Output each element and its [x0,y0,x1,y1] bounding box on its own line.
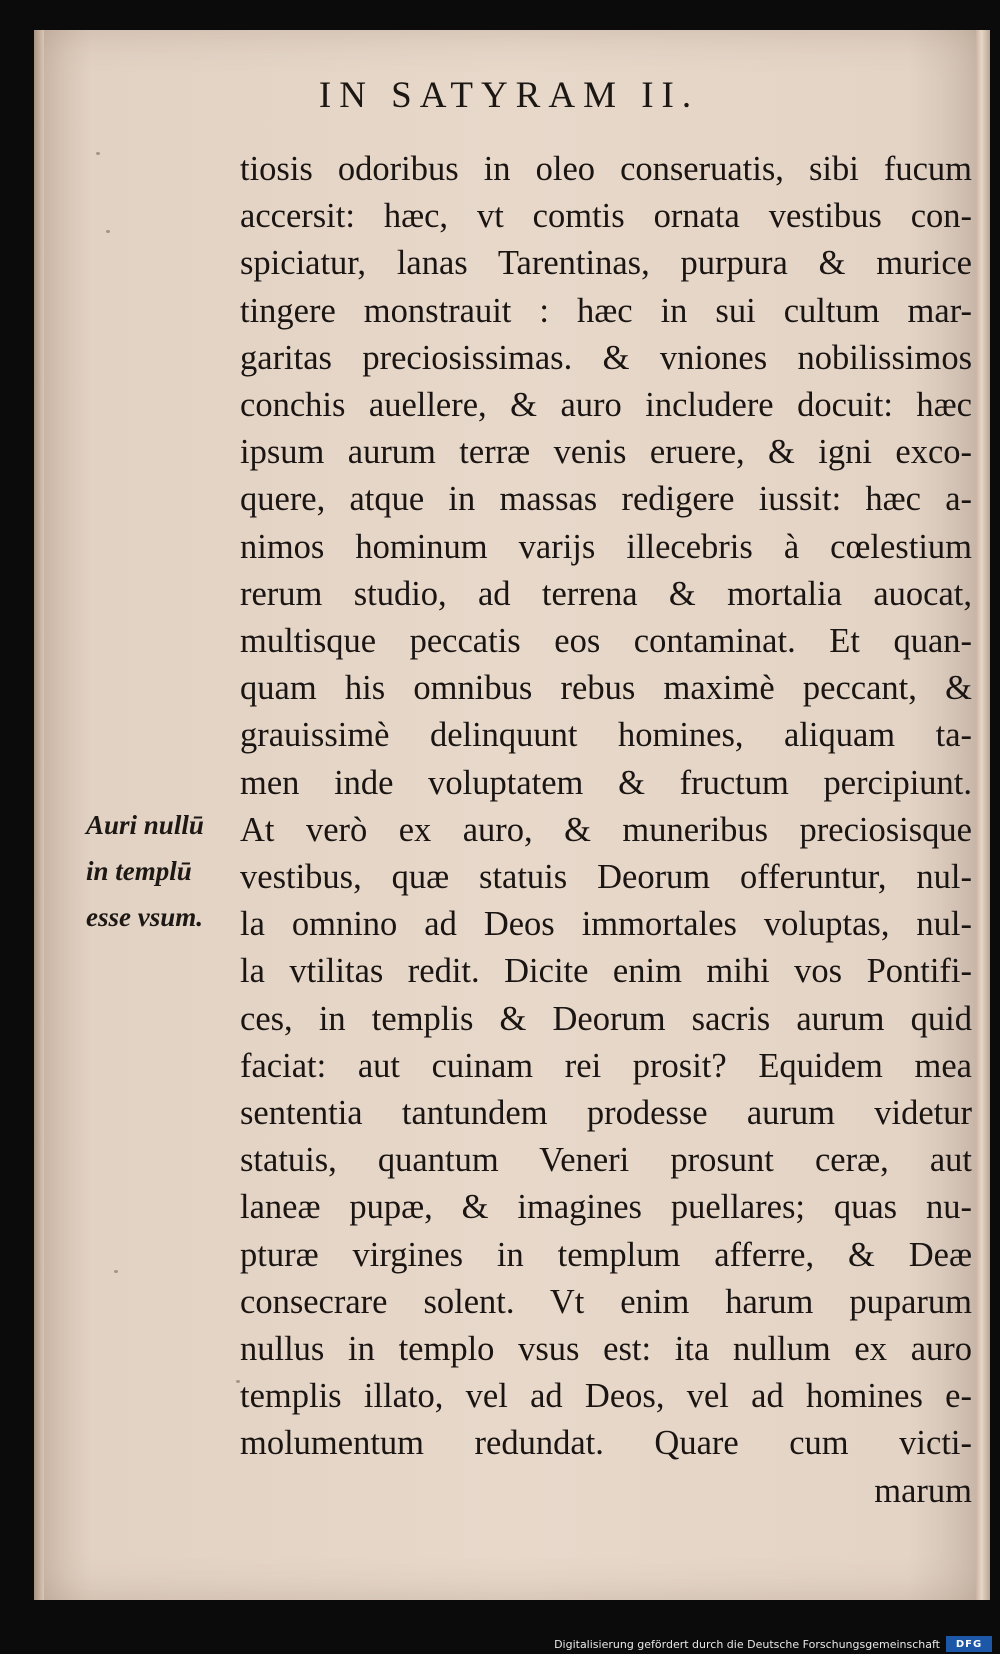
text-line: laneæ pupæ, & imagines puellares; quas nu- [240,1188,972,1227]
margin-note-line: esse vsum. [86,902,203,932]
text-line: grauissimè delinquunt homines, aliquam ta- [240,716,972,755]
text-line: rerum studio, ad terrena & mortalia auocat, [240,574,972,613]
text-line: garitas preciosissimas. & vniones nobilissimos [240,338,972,377]
text-line: accersit: hæc, vt comtis ornata vestibus con- [240,197,972,236]
text-line: men inde voluptatem & fructum percipiunt. [240,763,972,802]
text-line: nimos hominum varijs illecebris à cœlestium [240,527,972,566]
text-line: statuis, quantum Veneri prosunt ceræ, aut [240,1141,972,1180]
paper-speck [114,1270,118,1273]
body-text [240,146,972,1515]
paper-speck [106,230,110,233]
text-line: la omnino ad Deos immortales voluptas, nul- [240,905,972,944]
text-line: consecrare solent. Vt enim harum puparum [240,1282,972,1321]
text-line: At verò ex auro, & muneribus preciosisque [240,810,972,849]
paper-speck [96,152,100,155]
text-line: vestibus, quæ statuis Deorum offeruntur, nul- [240,858,972,897]
text-line: ces, in templis & Deorum sacris aurum quid [240,999,972,1038]
text-line: pturæ virgines in templum afferre, & Deæ [240,1235,972,1274]
text-line: conchis auellere, & auro includere docuit: hæc [240,386,972,425]
text-line: spiciatur, lanas Tarentinas, purpura & murice [240,244,972,283]
margin-note-line: in templū [86,856,192,886]
dfg-logo-icon: DFG [946,1636,992,1652]
text-line: sententia tantundem prodesse aurum videtur [240,1094,972,1133]
text-line: tiosis odoribus in oleo conseruatis, sibi fucum [240,150,972,188]
text-line: tingere monstrauit : hæc in sui cultum mar- [240,291,972,330]
margin-note [86,802,266,940]
text-line: quere, atque in massas redigere iussit: hæc a- [240,480,972,519]
text-line: ipsum aurum terræ venis eruere, & igni exco- [240,433,972,472]
paper-speck [236,1380,240,1383]
page-gutter [34,30,44,1600]
text-line: templis illato, vel ad Deos, vel ad homines e- [240,1377,972,1416]
text-line: quam his omnibus rebus maximè peccant, & [240,669,972,708]
running-head: IN SATYRAM II. [318,75,700,116]
text-line: faciat: aut cuinam rei prosit? Equidem mea [240,1046,972,1085]
text-line: molumentum redundat. Quare cum victi- [240,1424,972,1463]
margin-note-line: Auri nullū [86,810,204,840]
text-line: marum [874,1471,972,1510]
page-edge [976,30,990,1600]
text-line: la vtilitas redit. Dicite enim mihi vos Pontifi- [240,952,972,991]
digitization-credit: Digitalisierung gefördert durch die Deutsche Forschungsgemeinschaft [554,1638,940,1651]
book-page [34,30,984,1600]
text-line: nullus in templo vsus est: ita nullum ex auro [240,1330,972,1369]
text-line: multisque peccatis eos contaminat. Et quan- [240,622,972,661]
